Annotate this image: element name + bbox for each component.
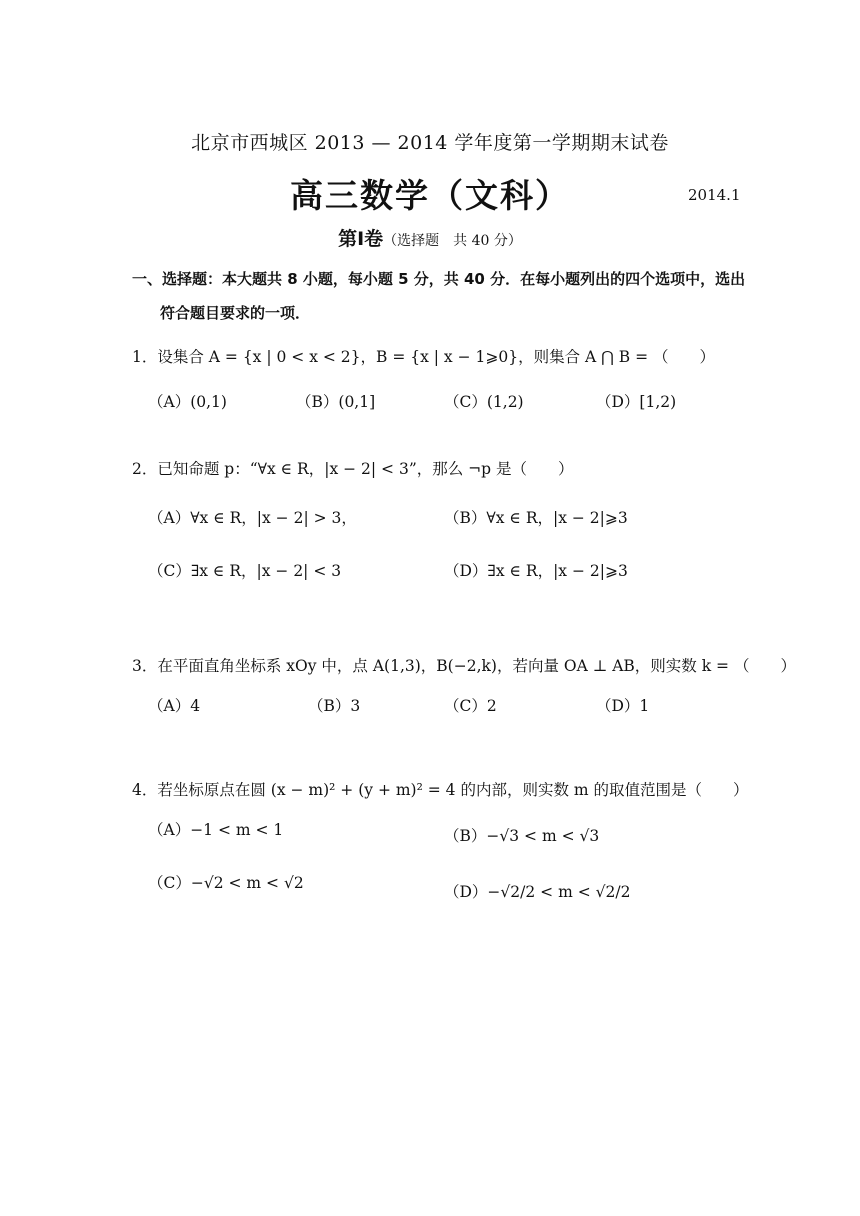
q4-option-b: （B）−√3 < m < √3 xyxy=(444,827,600,845)
q1-option-a: （A）(0,1) xyxy=(148,393,227,411)
question-2 xyxy=(132,457,574,479)
question-1 xyxy=(132,345,715,367)
q2-option-a: （A）∀x ∈ R，|x − 2| > 3， xyxy=(148,509,357,527)
q2-option-c: （C）∃x ∈ R，|x − 2| < 3 xyxy=(148,562,342,580)
section-instructions-line2: 符合题目要求的一项． xyxy=(160,304,311,322)
question-4-text: 4．若坐标原点在圆 (x − m)² + (y + m)² = 4 的内部，则实数 m 的取值范围是（ ） xyxy=(132,781,749,799)
q2-option-b: （B）∀x ∈ R，|x − 2|⩾3 xyxy=(444,509,628,527)
q3-option-c: （C）2 xyxy=(444,697,497,715)
q4-option-a: （A）−1 < m < 1 xyxy=(148,821,284,839)
q4-option-d: （D）−√2/2 < m < √2/2 xyxy=(444,883,631,901)
question-3 xyxy=(132,654,796,676)
q3-option-d: （D）1 xyxy=(596,697,650,715)
q4-option-c: （C）−√2 < m < √2 xyxy=(148,874,304,892)
q1-option-b: （B）(0,1] xyxy=(296,393,376,411)
question-3-text: 3．在平面直角坐标系 xOy 中，点 A(1,3)，B(−2,k)，若向量 OA ⊥ AB，则实数 k = （ ） xyxy=(132,657,796,675)
part-subtitle: （选择题 共 40 分） xyxy=(383,233,522,249)
question-1-text: 1．设集合 A = {x | 0 < x < 2}，B = {x | x − 1⩾0}，则集合 A ⋂ B = （ ） xyxy=(132,348,715,366)
q1-option-c: （C）(1,2) xyxy=(444,393,524,411)
q3-option-b: （B）3 xyxy=(308,697,361,715)
part-label: 第Ⅰ卷 xyxy=(338,228,384,250)
question-2-text: 2．已知命题 p：“∀x ∈ R，|x − 2| < 3”，那么 ¬p 是（ ） xyxy=(132,460,574,478)
q1-option-d: （D）[1,2) xyxy=(596,393,677,411)
question-4 xyxy=(132,778,749,800)
exam-title: 高三数学（文科） xyxy=(290,176,570,215)
q2-option-d: （D）∃x ∈ R，|x − 2|⩾3 xyxy=(444,562,628,580)
part-heading xyxy=(0,224,860,251)
q3-option-a: （A）4 xyxy=(148,697,201,715)
exam-date: 2014.1 xyxy=(688,186,741,204)
exam-header-line: 北京市西城区 2013 — 2014 学年度第一学期期末试卷 xyxy=(191,132,669,154)
section-instructions-line1: 一、选择题：本大题共 8 小题，每小题 5 分，共 40 分．在每小题列出的四个选项中，选出 xyxy=(132,270,746,288)
